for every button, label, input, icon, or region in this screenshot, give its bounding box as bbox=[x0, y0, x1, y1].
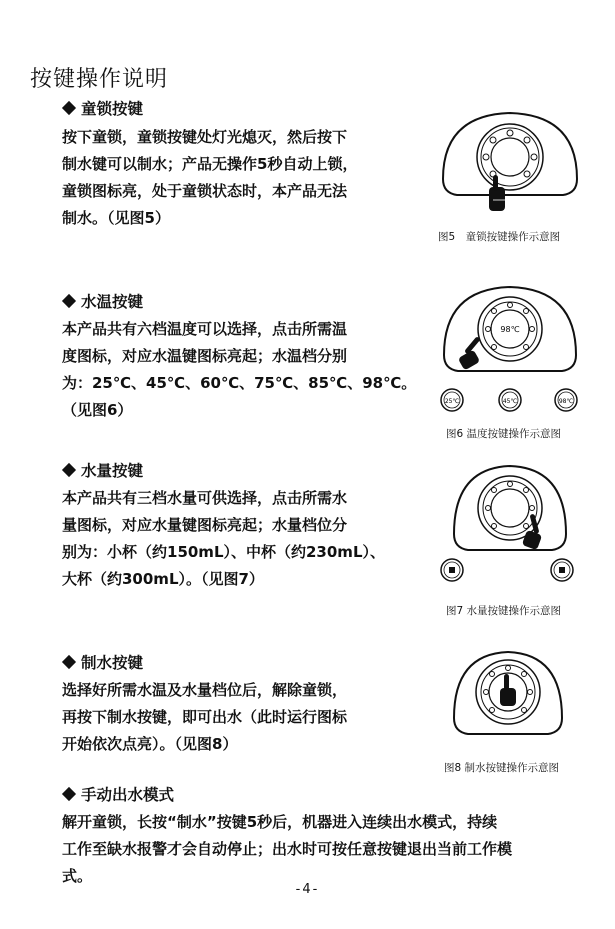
hand-pointer-icon bbox=[458, 336, 481, 371]
diamond-bullet-icon bbox=[62, 655, 76, 669]
diamond-bullet-icon bbox=[62, 787, 76, 801]
hand-pointer-icon bbox=[500, 674, 516, 706]
page-number: -4- bbox=[295, 882, 320, 897]
figure-8-dispense-illustration bbox=[448, 650, 568, 750]
temp-button-45[interactable] bbox=[499, 389, 521, 411]
figure-8-caption: 图8 制水按键操作示意图 bbox=[444, 762, 560, 774]
section-body-dispense: 选择好所需水温及水量档位后，解除童锁， 再按下制水按键，即可出水（此时运行图标 开始依次点亮）。（见图8） bbox=[62, 681, 348, 753]
figure-7-volume-illustration bbox=[440, 462, 580, 587]
section-heading-dispense: 制水按键 bbox=[62, 651, 143, 673]
figure-6-caption: 图6 温度按键操作示意图 bbox=[446, 428, 562, 440]
section-body-child-lock: 按下童锁，童锁按键处灯光熄灭，然后按下 制水键可以制水；产品无操作5秒自动上锁， 童锁图标亮，处于童锁状态时，本产品无法 制水。（见图5） bbox=[62, 128, 358, 227]
figure-6-temperature-illustration bbox=[440, 285, 580, 415]
figure-5-child-lock-illustration bbox=[435, 107, 585, 217]
section-heading-water-volume: 水量按键 bbox=[62, 459, 143, 481]
svg-text:45℃: 45℃ bbox=[502, 398, 518, 405]
section-heading-manual-mode: 手动出水模式 bbox=[62, 783, 174, 805]
volume-button-small[interactable] bbox=[441, 559, 463, 581]
figure-7-caption: 图7 水量按键操作示意图 bbox=[446, 605, 562, 617]
temperature-display: 98℃ bbox=[500, 325, 520, 334]
figure-5-caption: 图5 童锁按键操作示意图 bbox=[438, 231, 561, 243]
section-heading-child-lock: 童锁按键 bbox=[62, 97, 143, 119]
volume-button-large[interactable] bbox=[551, 559, 573, 581]
section-heading-water-temp: 水温按键 bbox=[62, 290, 143, 312]
section-body-manual-mode: 解开童锁，长按“制水”按键5秒后，机器进入连续出水模式，持续 工作至缺水报警才会自动停止；出水时可按任意按键退出当前工作模 式。 bbox=[62, 813, 513, 885]
section-body-water-volume: 本产品共有三档水量可供选择，点击所需水 量图标，对应水量键图标亮起；水量档位分 别为：小杯（约150mL）、中杯（约230mL）、 大杯（约300mL）。（见图7） bbox=[62, 489, 385, 588]
temp-button-25[interactable] bbox=[441, 389, 463, 411]
svg-text:98℃: 98℃ bbox=[558, 398, 574, 405]
page-title: 按键操作说明 bbox=[30, 67, 169, 92]
hand-pointer-icon bbox=[489, 175, 505, 211]
diamond-bullet-icon bbox=[62, 463, 76, 477]
section-body-water-temp: 本产品共有六档温度可以选择，点击所需温 度图标，对应水温键图标亮起；水温档分别 为：25℃、45℃、60℃、75℃、85℃、98℃。 （见图6） bbox=[62, 320, 417, 419]
diamond-bullet-icon bbox=[62, 294, 76, 308]
diamond-bullet-icon bbox=[62, 101, 76, 115]
temp-button-98[interactable] bbox=[555, 389, 577, 411]
svg-text:25℃: 25℃ bbox=[444, 398, 460, 405]
